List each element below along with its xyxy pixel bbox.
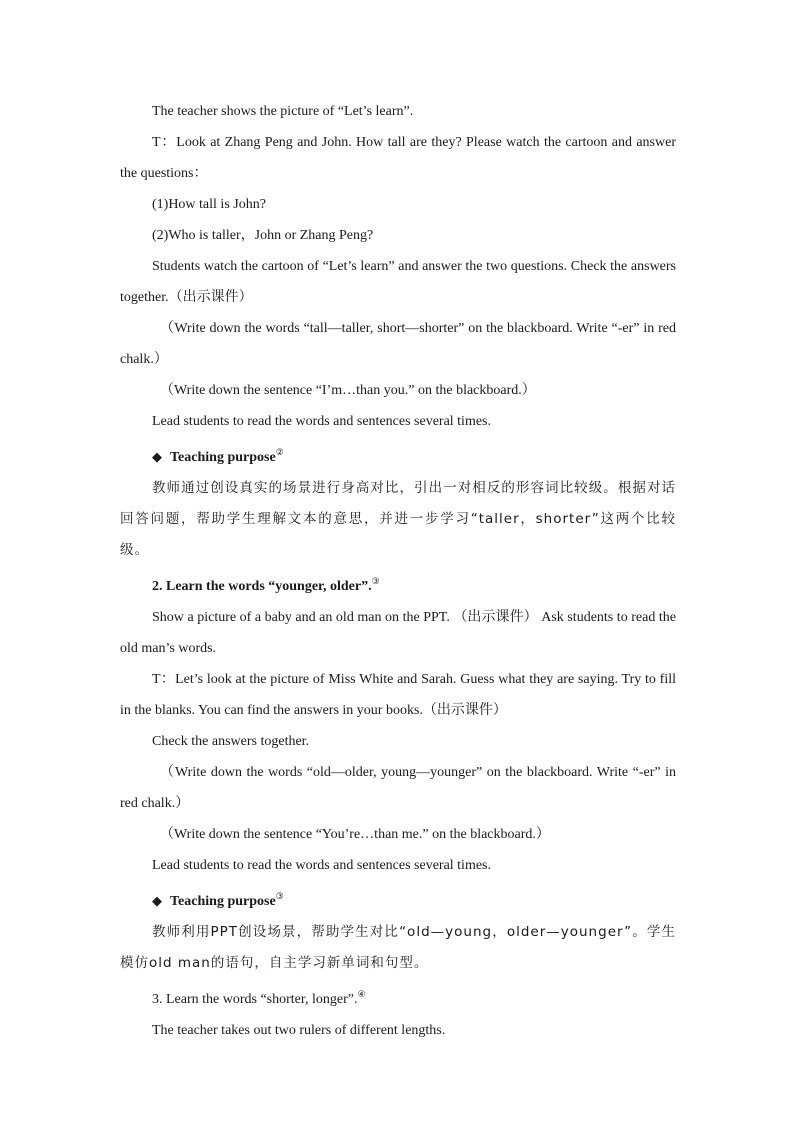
teaching-purpose-heading bbox=[120, 881, 676, 917]
paragraph: The teacher shows the picture of “Let’s learn”. bbox=[152, 104, 414, 119]
footnote-mark: ② bbox=[275, 447, 284, 457]
blackboard-note: （Write down the words “tall—taller, short—shorter” on the blackboard. Write “-er” in red chalk.） bbox=[120, 321, 676, 367]
paragraph: The teacher takes out two rulers of different lengths. bbox=[152, 1023, 446, 1038]
teaching-purpose-label: Teaching purpose bbox=[170, 450, 276, 465]
paragraph: T：Look at Zhang Peng and John. How tall are they? Please watch the cartoon and answer the questions： bbox=[120, 135, 676, 181]
footnote-mark: ③ bbox=[275, 891, 284, 901]
paragraph: Show a picture of a baby and an old man on the PPT. （出示课件） Ask students to read the old man’s words. bbox=[120, 610, 676, 656]
paragraph: Lead students to read the words and sentences several times. bbox=[152, 858, 492, 873]
diamond-bullet-icon: ◆ bbox=[152, 449, 162, 464]
section-heading-text: 2. Learn the words “younger, older”. bbox=[152, 579, 372, 594]
chinese-paragraph: 教师通过创设真实的场景进行身高对比，引出一对相反的形容词比较级。根据对话回答问题，帮助学生理解文本的意思，并进一步学习“taller，shorter”这两个比较级。 bbox=[120, 480, 676, 558]
document-page bbox=[120, 96, 676, 1046]
paragraph: T：Let’s look at the picture of Miss White and Sarah. Guess what they are saying. Try to fill in the blanks. You can find the answers in your books.（出示课件） bbox=[120, 672, 676, 718]
footnote-mark: ④ bbox=[357, 989, 366, 999]
diamond-bullet-icon: ◆ bbox=[152, 893, 162, 908]
blackboard-note: （Write down the sentence “I’m…than you.” on the blackboard.） bbox=[160, 383, 536, 398]
teaching-purpose-heading bbox=[120, 437, 676, 473]
teaching-purpose-label: Teaching purpose bbox=[170, 894, 276, 909]
chinese-paragraph: 教师利用PPT创设场景，帮助学生对比“old—young，older—younger”。学生模仿old man的语句，自主学习新单词和句型。 bbox=[120, 924, 676, 971]
question: (2)Who is taller，John or Zhang Peng? bbox=[152, 228, 374, 243]
paragraph: Students watch the cartoon of “Let’s learn” and answer the two questions. Check the answers together.（出示课件） bbox=[120, 259, 676, 305]
paragraph: Check the answers together. bbox=[152, 734, 310, 749]
section-heading-text: 3. Learn the words “shorter, longer”. bbox=[152, 992, 358, 1007]
blackboard-note: （Write down the words “old—older, young—younger” on the blackboard. Write “-er” in red chalk.） bbox=[120, 765, 676, 811]
section-heading bbox=[120, 979, 676, 1015]
paragraph: Lead students to read the words and sentences several times. bbox=[152, 414, 492, 429]
section-heading bbox=[120, 566, 676, 602]
question: (1)How tall is John? bbox=[152, 197, 266, 212]
footnote-mark: ③ bbox=[371, 576, 380, 586]
blackboard-note: （Write down the sentence “You’re…than me.” on the blackboard.） bbox=[160, 827, 550, 842]
